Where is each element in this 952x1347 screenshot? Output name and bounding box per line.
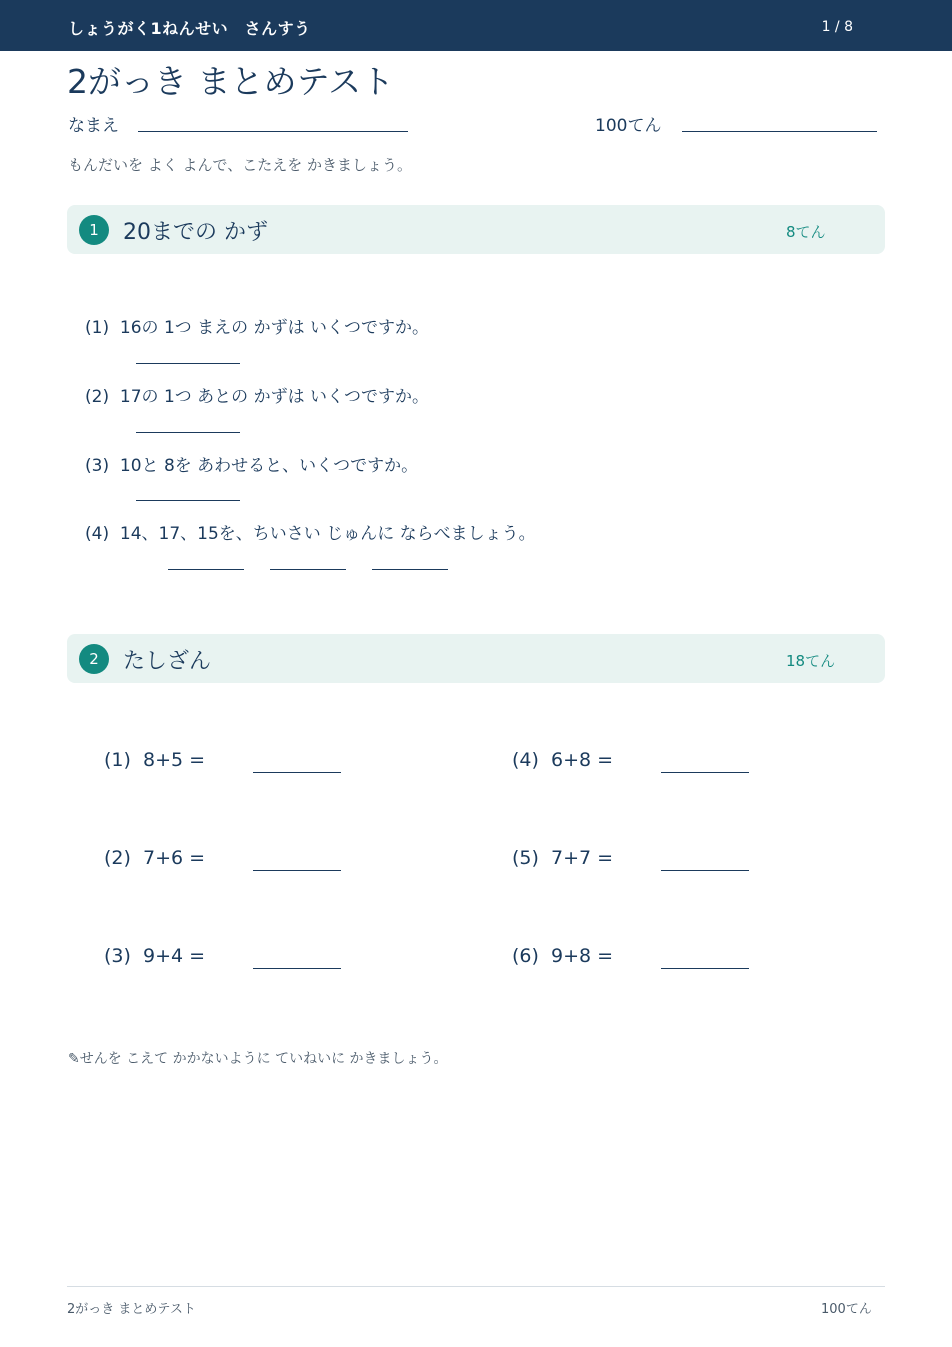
- score-field[interactable]: [682, 131, 877, 132]
- section-2-points: 18てん: [786, 652, 836, 670]
- writing-tip-note: ✎せんを こえて かかないように ていねいに かきましょう。: [68, 1051, 448, 1067]
- answer-blank[interactable]: [253, 870, 341, 871]
- answer-blank[interactable]: [661, 772, 749, 773]
- question-item: [85, 313, 429, 338]
- problem-expression: 8+5 =: [143, 749, 206, 771]
- name-label: なまえ: [68, 116, 119, 136]
- addition-problem: [512, 945, 613, 967]
- addition-problem: [512, 749, 613, 771]
- problem-number: (4): [512, 749, 539, 771]
- section-1-title: 20までの かず: [123, 220, 268, 245]
- section-1-header: [67, 205, 885, 254]
- answer-blank[interactable]: [136, 500, 240, 501]
- question-item: [85, 382, 429, 407]
- problem-number: (1): [104, 749, 131, 771]
- answer-blank[interactable]: [372, 569, 448, 570]
- name-field[interactable]: [138, 131, 408, 132]
- top-bar: [0, 0, 952, 51]
- problem-number: (6): [512, 945, 539, 967]
- answer-blank[interactable]: [253, 968, 341, 969]
- problem-expression: 9+8 =: [551, 945, 614, 967]
- question-text: 14、17、15を、ちいさい じゅんに ならべましょう。: [119, 524, 536, 544]
- footer-total-points: 100てん: [821, 1302, 872, 1317]
- answer-blank[interactable]: [270, 569, 346, 570]
- problem-number: (5): [512, 847, 539, 869]
- page-indicator: 1 / 8: [821, 19, 853, 35]
- answer-blank[interactable]: [661, 870, 749, 871]
- question-number: (3): [85, 456, 110, 476]
- question-item: [85, 519, 536, 544]
- problem-number: (3): [104, 945, 131, 967]
- problem-expression: 9+4 =: [143, 945, 206, 967]
- section-1-number-badge: 1: [79, 215, 109, 245]
- footer-divider: [67, 1286, 885, 1287]
- answer-blank[interactable]: [136, 432, 240, 433]
- answer-blank[interactable]: [168, 569, 244, 570]
- addition-problem: [104, 749, 205, 771]
- footer-title: 2がっき まとめテスト: [67, 1302, 196, 1317]
- question-number: (1): [85, 318, 110, 338]
- question-text: 16の 1つ まえの かずは いくつですか。: [119, 318, 429, 338]
- question-number: (4): [85, 524, 110, 544]
- score-label: 100てん: [595, 116, 662, 136]
- addition-problem: [104, 945, 205, 967]
- question-text: 17の 1つ あとの かずは いくつですか。: [119, 387, 429, 407]
- problem-expression: 7+7 =: [551, 847, 614, 869]
- answer-blank[interactable]: [661, 968, 749, 969]
- addition-problem: [512, 847, 613, 869]
- problem-expression: 7+6 =: [143, 847, 206, 869]
- answer-blank[interactable]: [136, 363, 240, 364]
- page-title: 2がっき まとめテスト: [67, 62, 395, 101]
- question-text: 10と 8を あわせると、いくつですか。: [119, 456, 419, 476]
- section-2-title: たしざん: [123, 649, 212, 674]
- course-title: しょうがく1ねんせい さんすう: [68, 19, 311, 38]
- answer-blank[interactable]: [253, 772, 341, 773]
- addition-problem: [104, 847, 205, 869]
- section-1-points: 8てん: [786, 223, 826, 241]
- question-number: (2): [85, 387, 110, 407]
- section-2-header: [67, 634, 885, 683]
- problem-expression: 6+8 =: [551, 749, 614, 771]
- problem-number: (2): [104, 847, 131, 869]
- question-item: [85, 451, 418, 476]
- instruction-text: もんだいを よく よんで、こたえを かきましょう。: [68, 156, 413, 174]
- section-2-number-badge: 2: [79, 644, 109, 674]
